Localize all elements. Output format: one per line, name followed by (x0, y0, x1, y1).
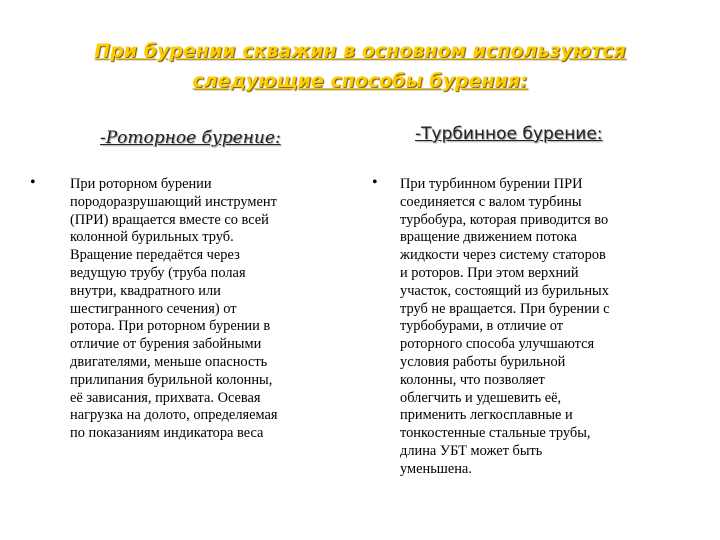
turbine-drilling-heading: -Турбинное бурение: (415, 124, 603, 144)
turbine-drilling-text: При турбинном бурении ПРИ соединяется с валом турбины турбобура, которая приводится во вращение движением потока жидкости через систему статоров и роторов. При этом верхний участок, состоящий из бурильных труб не вращается. При бурении с турбобурами, в отличие от роторного способа улучшаются условия работы бурильной колонны, что позволяет облегчить и удешевить её, применить легкосплавные и тонкостенные стальные трубы, длина УБТ может быть уменьшена. (400, 176, 610, 477)
slide-title-line-1: При бурении скважин в основном используются (94, 40, 626, 62)
bullet-marker-right: • (372, 174, 378, 191)
rotary-drilling-heading: -Роторное бурение: (100, 128, 281, 148)
slide-title-line-2: следующие способы бурения: (192, 70, 528, 92)
slide-title (40, 36, 680, 96)
rotary-drilling-text: При роторном бурении породоразрушающий инструмент (ПРИ) вращается вместе со всей колонной бурильных труб. Вращение передаётся через ведущую трубу (труба полая внутри, квадратного или шестигранного сечения) от ротора. При роторном бурении в отличие от бурения забойными двигателями, меньше опасность прилипания бурильной колонны, её зависания, прихвата. Осевая нагрузка на долото, определяемая по показаниям индикатора веса (70, 176, 278, 442)
bullet-marker-left: • (30, 174, 36, 191)
